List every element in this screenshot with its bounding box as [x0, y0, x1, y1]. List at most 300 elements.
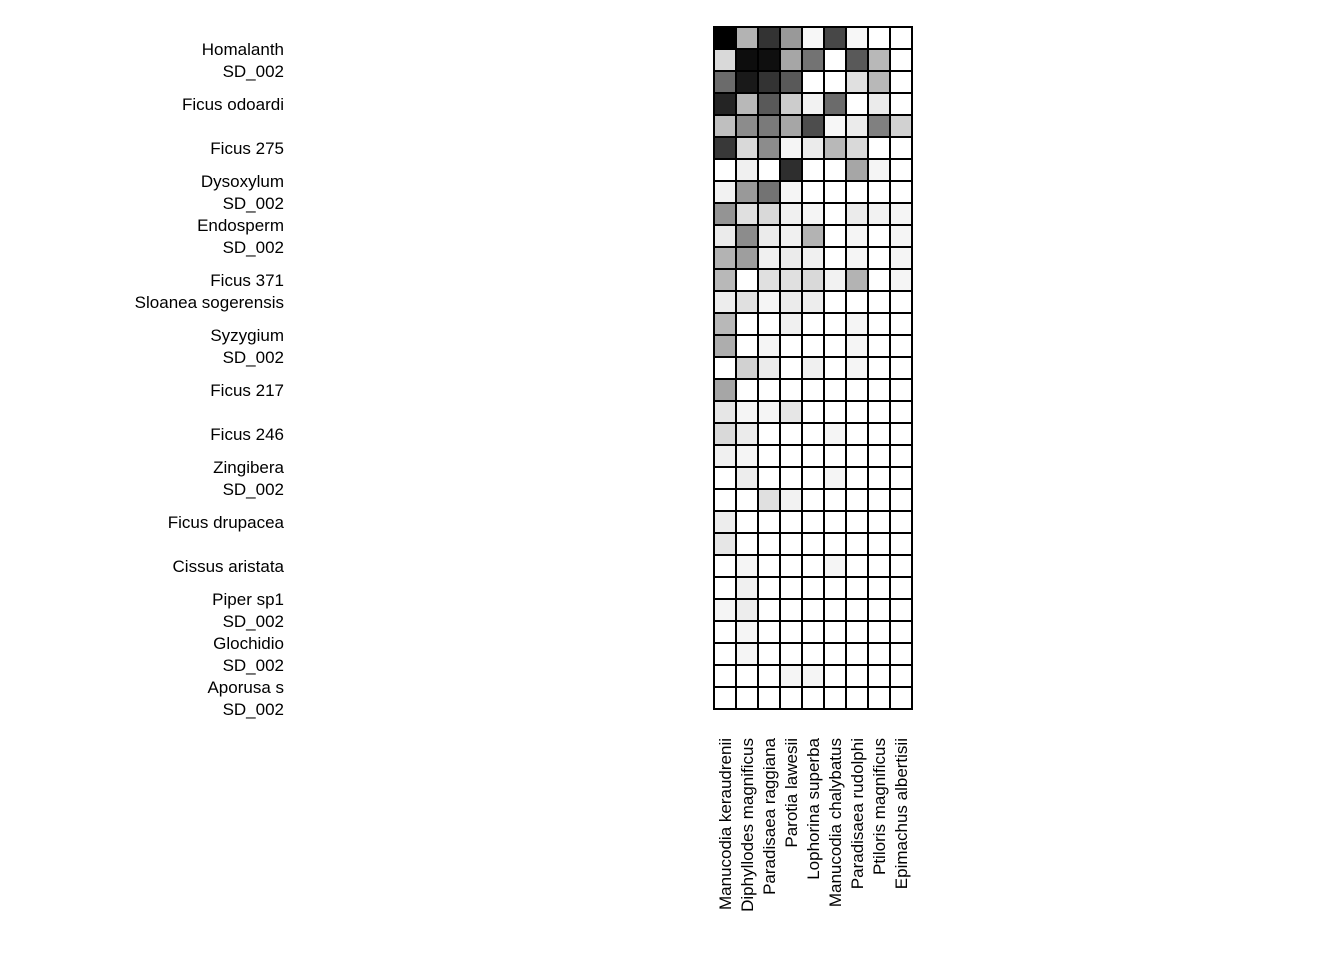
heatmap-cell: [780, 379, 802, 401]
heatmap-cell: [758, 27, 780, 49]
heatmap-cell: [736, 401, 758, 423]
row-label: Zingibera: [213, 458, 284, 477]
heatmap-cell: [890, 577, 912, 599]
heatmap-cell: [736, 599, 758, 621]
heatmap-cell: [736, 467, 758, 489]
heatmap-cell: [758, 577, 780, 599]
heatmap-cell: [780, 313, 802, 335]
heatmap-cell: [758, 93, 780, 115]
heatmap-cell: [824, 621, 846, 643]
row-label: SD_002: [222, 656, 284, 675]
heatmap-cell: [736, 621, 758, 643]
heatmap-cell: [714, 313, 736, 335]
heatmap-cell: [780, 445, 802, 467]
heatmap-cell: [780, 423, 802, 445]
heatmap-cell: [846, 49, 868, 71]
heatmap-cell: [824, 423, 846, 445]
heatmap-cell: [736, 225, 758, 247]
heatmap-cell: [846, 115, 868, 137]
heatmap-cell: [846, 511, 868, 533]
heatmap-cell: [780, 247, 802, 269]
heatmap-cell: [714, 423, 736, 445]
heatmap-cell: [802, 357, 824, 379]
heatmap-cell: [802, 445, 824, 467]
heatmap-cell: [714, 335, 736, 357]
heatmap-cell: [736, 423, 758, 445]
heatmap-cell: [890, 49, 912, 71]
heatmap-cell: [736, 533, 758, 555]
heatmap-cell: [824, 181, 846, 203]
heatmap-cell: [736, 71, 758, 93]
heatmap-cell: [846, 225, 868, 247]
heatmap-cell: [868, 357, 890, 379]
heatmap-cell: [714, 643, 736, 665]
heatmap-cell: [736, 93, 758, 115]
heatmap-cell: [802, 489, 824, 511]
heatmap-cell: [802, 71, 824, 93]
heatmap-cell: [758, 533, 780, 555]
heatmap-cell: [780, 621, 802, 643]
heatmap-cell: [758, 159, 780, 181]
heatmap-cell: [758, 445, 780, 467]
row-label: SD_002: [222, 194, 284, 213]
heatmap-cell: [890, 247, 912, 269]
heatmap-cell: [846, 269, 868, 291]
heatmap-cell: [868, 489, 890, 511]
heatmap-cell: [736, 577, 758, 599]
heatmap-cell: [736, 137, 758, 159]
heatmap-cell: [868, 49, 890, 71]
heatmap-cell: [758, 335, 780, 357]
heatmap-cell: [802, 159, 824, 181]
heatmap-cell: [824, 335, 846, 357]
row-label: SD_002: [222, 612, 284, 631]
heatmap-cell: [780, 203, 802, 225]
heatmap-cell: [824, 467, 846, 489]
heatmap-cell: [868, 71, 890, 93]
heatmap-cell: [890, 137, 912, 159]
heatmap-cell: [802, 27, 824, 49]
heatmap-cell: [758, 511, 780, 533]
row-label: Ficus 371: [210, 271, 284, 290]
heatmap-cell: [780, 159, 802, 181]
heatmap-cell: [868, 577, 890, 599]
heatmap-cell: [802, 379, 824, 401]
heatmap-cell: [714, 115, 736, 137]
heatmap-cell: [890, 687, 912, 709]
heatmap-cell: [714, 225, 736, 247]
heatmap-cell: [868, 335, 890, 357]
heatmap-cell: [890, 555, 912, 577]
row-label: Ficus 275: [210, 139, 284, 158]
heatmap-cell: [780, 599, 802, 621]
heatmap-cell: [846, 599, 868, 621]
heatmap-cell: [824, 291, 846, 313]
row-label: Glochidio: [213, 634, 284, 653]
heatmap-cell: [868, 401, 890, 423]
heatmap-cell: [736, 335, 758, 357]
heatmap-cell: [780, 467, 802, 489]
heatmap-cell: [824, 115, 846, 137]
heatmap-cell: [846, 379, 868, 401]
heatmap-cell: [846, 555, 868, 577]
column-label: Ptiloris magnificus: [870, 738, 889, 875]
heatmap-cell: [890, 27, 912, 49]
heatmap-cell: [890, 401, 912, 423]
heatmap-cell: [780, 335, 802, 357]
heatmap-cell: [802, 555, 824, 577]
column-labels: [716, 737, 911, 911]
heatmap-cell: [890, 71, 912, 93]
row-label: SD_002: [222, 700, 284, 719]
heatmap-cell: [846, 137, 868, 159]
heatmap-cell: [890, 225, 912, 247]
row-label: SD_002: [222, 348, 284, 367]
row-labels: [135, 40, 285, 719]
heatmap-cell: [802, 313, 824, 335]
row-label: Ficus drupacea: [167, 513, 284, 532]
heatmap-cell: [780, 71, 802, 93]
heatmap-cell: [802, 423, 824, 445]
heatmap-cell: [758, 115, 780, 137]
heatmap-cell: [846, 423, 868, 445]
heatmap-cell: [736, 379, 758, 401]
row-label: Sloanea sogerensis: [134, 293, 284, 312]
row-label: Homalanth: [201, 40, 284, 59]
heatmap-cell: [714, 445, 736, 467]
heatmap-cell: [824, 511, 846, 533]
row-label: SD_002: [222, 238, 284, 257]
heatmap-cell: [824, 159, 846, 181]
heatmap-cell: [758, 467, 780, 489]
heatmap-cell: [890, 357, 912, 379]
heatmap-cell: [802, 335, 824, 357]
heatmap-cell: [868, 269, 890, 291]
heatmap-cell: [758, 203, 780, 225]
heatmap-cell: [846, 665, 868, 687]
heatmap-cell: [714, 599, 736, 621]
heatmap-cell: [802, 269, 824, 291]
heatmap-cell: [802, 181, 824, 203]
heatmap-cell: [714, 181, 736, 203]
heatmap-cell: [714, 401, 736, 423]
heatmap-cell: [890, 335, 912, 357]
heatmap-cell: [780, 93, 802, 115]
heatmap-cell: [802, 93, 824, 115]
heatmap-cell: [780, 687, 802, 709]
heatmap-cell: [846, 159, 868, 181]
heatmap-cell: [846, 577, 868, 599]
heatmap-cell: [868, 247, 890, 269]
row-label: SD_002: [222, 480, 284, 499]
heatmap-cell: [736, 687, 758, 709]
heatmap-cell: [868, 445, 890, 467]
heatmap-cell: [736, 445, 758, 467]
heatmap-cell: [802, 401, 824, 423]
heatmap-cell: [714, 27, 736, 49]
heatmap-cell: [780, 489, 802, 511]
heatmap-cell: [846, 203, 868, 225]
heatmap-cell: [890, 291, 912, 313]
heatmap-cell: [868, 555, 890, 577]
row-label: Piper sp1: [212, 590, 284, 609]
heatmap-cell: [736, 555, 758, 577]
heatmap-cell: [868, 159, 890, 181]
heatmap-cell: [714, 357, 736, 379]
heatmap-cell: [890, 511, 912, 533]
heatmap-cell: [758, 225, 780, 247]
column-label: Paradisaea rudolphi: [848, 738, 867, 890]
column-label: Parotia lawesii: [782, 738, 801, 848]
heatmap-cell: [714, 511, 736, 533]
heatmap-cell: [868, 115, 890, 137]
heatmap-cell: [780, 269, 802, 291]
heatmap-cell: [780, 577, 802, 599]
heatmap-cell: [758, 687, 780, 709]
column-label: Lophorina superba: [804, 738, 823, 880]
heatmap-cell: [846, 489, 868, 511]
heatmap-cell: [868, 27, 890, 49]
heatmap-cell: [846, 401, 868, 423]
heatmap-cell: [890, 489, 912, 511]
row-label: Aporusa s: [207, 678, 284, 697]
heatmap-cell: [824, 445, 846, 467]
heatmap-cell: [714, 137, 736, 159]
heatmap-cell: [714, 621, 736, 643]
heatmap-cell: [780, 401, 802, 423]
heatmap-cell: [780, 225, 802, 247]
heatmap-cell: [824, 269, 846, 291]
heatmap-cell: [890, 115, 912, 137]
heatmap-cell: [736, 247, 758, 269]
heatmap-cell: [846, 533, 868, 555]
heatmap-cell: [802, 599, 824, 621]
heatmap-cell: [824, 401, 846, 423]
heatmap-cell: [890, 643, 912, 665]
heatmap-cell: [714, 71, 736, 93]
heatmap-cell: [758, 313, 780, 335]
heatmap-cell: [824, 93, 846, 115]
row-label: Ficus odoardi: [181, 95, 284, 114]
heatmap-cell: [802, 643, 824, 665]
heatmap-cell: [846, 181, 868, 203]
heatmap-cell: [890, 533, 912, 555]
heatmap-cell: [714, 665, 736, 687]
heatmap-cell: [758, 357, 780, 379]
heatmap-cell: [802, 577, 824, 599]
heatmap-cell: [802, 467, 824, 489]
heatmap-cell: [890, 599, 912, 621]
heatmap-cell: [868, 93, 890, 115]
heatmap-cell: [802, 49, 824, 71]
heatmap-cell: [758, 181, 780, 203]
heatmap-cell: [802, 291, 824, 313]
heatmap-cell: [714, 247, 736, 269]
heatmap-cell: [758, 49, 780, 71]
heatmap-cell: [802, 203, 824, 225]
heatmap-cell: [868, 225, 890, 247]
heatmap-cell: [780, 643, 802, 665]
heatmap-cell: [802, 533, 824, 555]
heatmap-cell: [846, 621, 868, 643]
heatmap-cell: [714, 93, 736, 115]
heatmap-cell: [714, 159, 736, 181]
heatmap-cell: [846, 313, 868, 335]
heatmap-cell: [824, 687, 846, 709]
heatmap-cell: [824, 379, 846, 401]
heatmap-cell: [736, 159, 758, 181]
heatmap-cell: [868, 313, 890, 335]
heatmap-cell: [824, 643, 846, 665]
heatmap-cell: [780, 49, 802, 71]
heatmap-cell: [846, 687, 868, 709]
heatmap-cell: [824, 137, 846, 159]
heatmap-cell: [758, 489, 780, 511]
heatmap-cell: [802, 621, 824, 643]
heatmap-cell: [868, 687, 890, 709]
heatmap-cell: [780, 27, 802, 49]
heatmap-cell: [824, 27, 846, 49]
heatmap-cell: [824, 357, 846, 379]
heatmap-cell: [846, 71, 868, 93]
heatmap-cell: [758, 291, 780, 313]
heatmap-cell: [868, 599, 890, 621]
heatmap-cell: [846, 335, 868, 357]
heatmap-cell: [824, 49, 846, 71]
heatmap-cell: [714, 379, 736, 401]
heatmap-cell: [802, 511, 824, 533]
heatmap-cell: [846, 467, 868, 489]
heatmap-cell: [714, 577, 736, 599]
heatmap-cell: [846, 27, 868, 49]
heatmap-cell: [736, 665, 758, 687]
heatmap-cell: [736, 643, 758, 665]
heatmap-cell: [780, 181, 802, 203]
heatmap-cells: [714, 27, 912, 709]
heatmap-cell: [758, 555, 780, 577]
heatmap-cell: [868, 137, 890, 159]
heatmap-cell: [736, 511, 758, 533]
heatmap-cell: [714, 533, 736, 555]
row-label: Ficus 246: [210, 425, 284, 444]
heatmap-cell: [714, 687, 736, 709]
heatmap-cell: [890, 445, 912, 467]
heatmap-cell: [714, 489, 736, 511]
heatmap-cell: [824, 71, 846, 93]
row-label: Dysoxylum: [200, 172, 284, 191]
heatmap-cell: [736, 27, 758, 49]
heatmap-cell: [736, 203, 758, 225]
row-label: SD_002: [222, 62, 284, 81]
heatmap-cell: [736, 181, 758, 203]
heatmap-cell: [868, 181, 890, 203]
heatmap-cell: [868, 423, 890, 445]
heatmap-cell: [758, 665, 780, 687]
heatmap-cell: [868, 665, 890, 687]
heatmap-cell: [802, 687, 824, 709]
heatmap-cell: [890, 93, 912, 115]
heatmap-cell: [758, 599, 780, 621]
heatmap-cell: [824, 489, 846, 511]
heatmap-cell: [758, 401, 780, 423]
heatmap-cell: [758, 379, 780, 401]
heatmap-cell: [890, 203, 912, 225]
heatmap-cell: [846, 247, 868, 269]
heatmap-cell: [736, 269, 758, 291]
column-label: Paradisaea raggiana: [760, 738, 779, 895]
heatmap-cell: [890, 313, 912, 335]
heatmap-cell: [736, 489, 758, 511]
heatmap-cell: [824, 203, 846, 225]
heatmap-cell: [868, 467, 890, 489]
row-label: Ficus 217: [210, 381, 284, 400]
heatmap-cell: [890, 665, 912, 687]
heatmap-cell: [890, 269, 912, 291]
heatmap-cell: [868, 379, 890, 401]
heatmap-cell: [780, 511, 802, 533]
heatmap-cell: [780, 533, 802, 555]
heatmap-cell: [890, 159, 912, 181]
heatmap-cell: [758, 247, 780, 269]
heatmap-cell: [802, 115, 824, 137]
heatmap-cell: [714, 555, 736, 577]
heatmap-cell: [736, 115, 758, 137]
heatmap-cell: [802, 137, 824, 159]
heatmap-cell: [802, 665, 824, 687]
heatmap-cell: [714, 467, 736, 489]
heatmap-cell: [846, 291, 868, 313]
heatmap-cell: [824, 313, 846, 335]
heatmap-cell: [868, 533, 890, 555]
heatmap-cell: [824, 225, 846, 247]
heatmap-cell: [890, 621, 912, 643]
heatmap-cell: [780, 137, 802, 159]
heatmap-cell: [890, 423, 912, 445]
heatmap-cell: [758, 269, 780, 291]
heatmap-cell: [890, 379, 912, 401]
heatmap-cell: [824, 665, 846, 687]
heatmap-cell: [846, 93, 868, 115]
heatmap-cell: [780, 665, 802, 687]
heatmap-cell: [890, 181, 912, 203]
heatmap-cell: [714, 203, 736, 225]
heatmap-cell: [824, 247, 846, 269]
heatmap-cell: [780, 555, 802, 577]
heatmap-cell: [736, 357, 758, 379]
heatmap-cell: [714, 269, 736, 291]
heatmap-cell: [714, 49, 736, 71]
heatmap-cell: [736, 313, 758, 335]
heatmap-cell: [758, 621, 780, 643]
heatmap-cell: [780, 115, 802, 137]
heatmap-cell: [824, 555, 846, 577]
heatmap-cell: [780, 357, 802, 379]
heatmap-cell: [758, 643, 780, 665]
column-label: Diphyllodes magnificus: [738, 738, 757, 912]
heatmap-cell: [868, 291, 890, 313]
heatmap-cell: [846, 643, 868, 665]
heatmap-cell: [846, 357, 868, 379]
heatmap-cell: [714, 291, 736, 313]
heatmap-cell: [824, 577, 846, 599]
heatmap-cell: [758, 423, 780, 445]
column-label: Epimachus albertisii: [892, 738, 911, 890]
heatmap-cell: [868, 511, 890, 533]
heatmap-cell: [868, 203, 890, 225]
heatmap-cell: [802, 247, 824, 269]
heatmap-cell: [846, 445, 868, 467]
row-label: Syzygium: [210, 326, 284, 345]
